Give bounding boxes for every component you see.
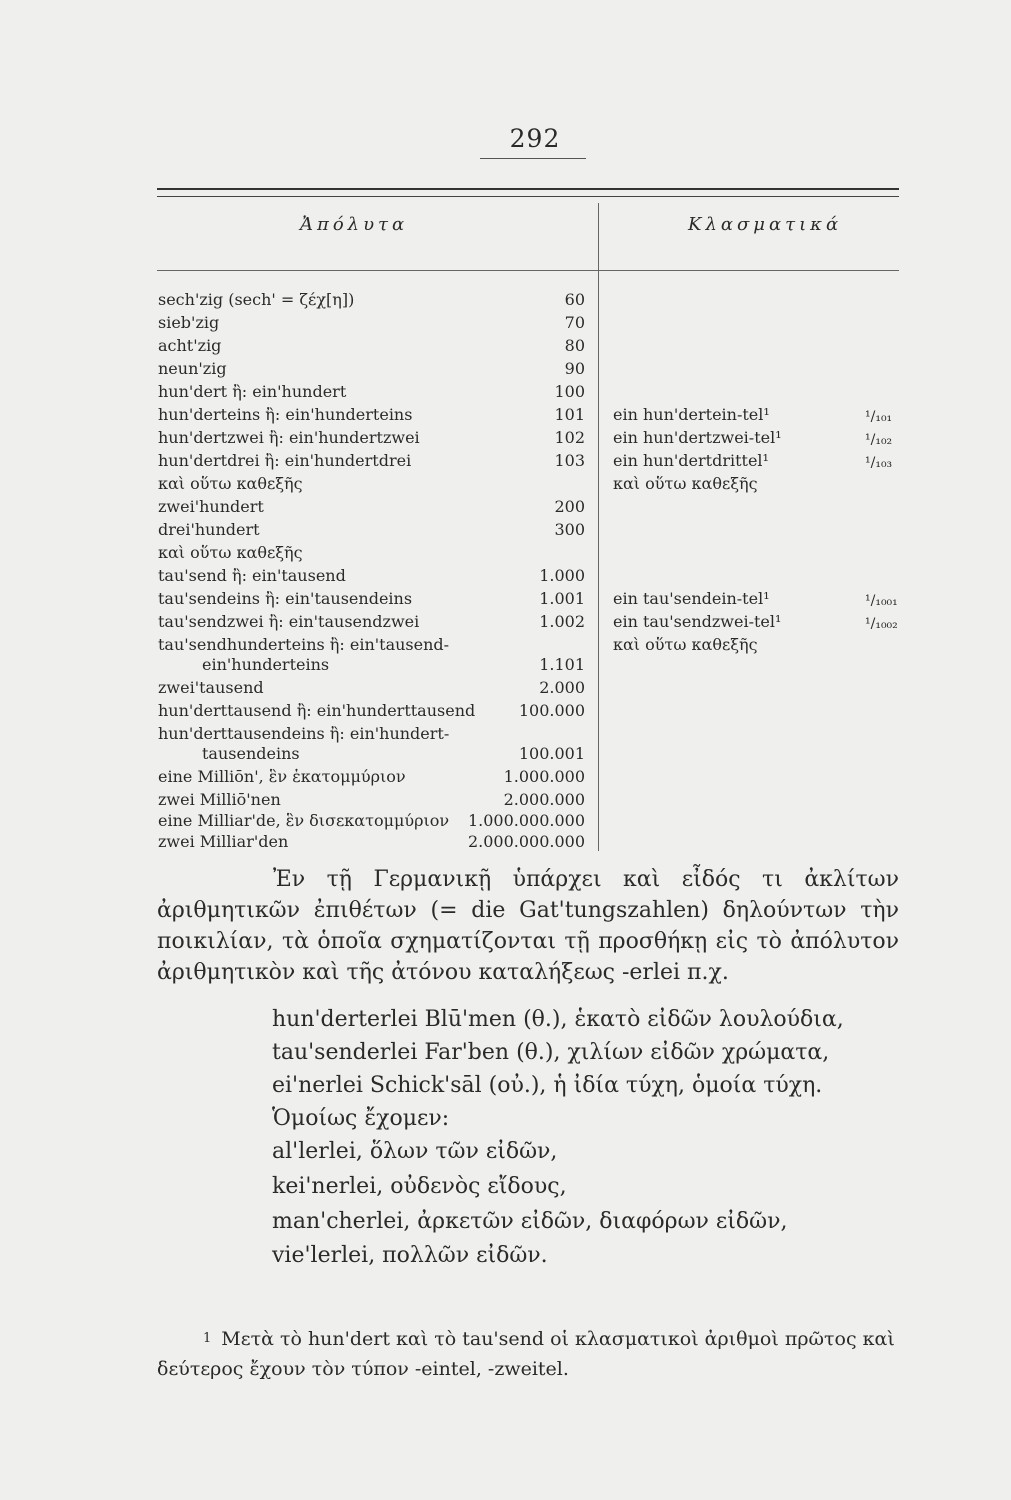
- list-item: al'lerlei, ὅλων τῶν εἰδῶν,: [272, 1139, 558, 1164]
- row-label: ein hun'dertein-tel¹: [613, 405, 770, 424]
- row-label: tau'sendzwei ἢ: ein'tausendzwei: [158, 612, 420, 631]
- row-label: tau'send ἢ: ein'tausend: [158, 566, 346, 585]
- row-label: sech'zig (sech' = ζέχ[η]): [158, 290, 355, 309]
- list-item: Ὁμοίως ἔχομεν:: [272, 1106, 450, 1131]
- fraction-value: ¹/₁₀₂: [865, 432, 893, 448]
- row-value: 2.000.000: [503, 790, 585, 809]
- left-column-header: Ἀπόλυτα: [300, 214, 409, 235]
- row-label: zwei Milliō'nen: [158, 790, 281, 809]
- table-top-rule-thin: [157, 196, 899, 197]
- row-value: 103: [554, 451, 585, 470]
- row-label: neun'zig: [158, 359, 227, 378]
- fraction-value: ¹/₁₀₁: [865, 409, 893, 425]
- footnote-text: Μετὰ τὸ hun'dert καὶ τὸ tau'send οἱ κλασματικοὶ ἀριθμοὶ πρῶτος καὶ δεύτερος ἔχουν τὸν τύπον -eintel, -zweitel.: [157, 1328, 895, 1380]
- row-value: 80: [564, 336, 585, 355]
- fraction-value: ¹/₁₀₀₂: [865, 616, 898, 632]
- row-label: sieb'zig: [158, 313, 220, 332]
- row-value: 1.001: [539, 589, 585, 608]
- row-label: καὶ οὕτω καθεξῆς: [613, 474, 758, 493]
- row-value: 101: [554, 405, 585, 424]
- row-value: 70: [564, 313, 585, 332]
- fraction-value: ¹/₁₀₃: [865, 455, 893, 471]
- row-label: tau'sendhunderteins ἢ: ein'tausend-: [158, 635, 450, 654]
- row-value: 102: [554, 428, 585, 447]
- row-value: 1.000.000: [503, 767, 585, 786]
- list-item: kei'nerlei, οὐδενὸς εἴδους,: [272, 1174, 567, 1199]
- row-label: ein'hunderteins: [202, 655, 330, 674]
- list-item: ei'nerlei Schick'sāl (οὐ.), ἡ ἰδία τύχη, ὁμοία τύχη.: [272, 1073, 823, 1098]
- row-label: zwei'hundert: [158, 497, 264, 516]
- row-label: eine Milliar'de, ἓν δισεκατομμύριον: [158, 811, 450, 830]
- row-label: ein tau'sendein-tel¹: [613, 589, 770, 608]
- row-value: 1.000: [539, 566, 585, 585]
- list-item: vie'lerlei, πολλῶν εἰδῶν.: [272, 1243, 548, 1268]
- row-value: 1.101: [539, 655, 585, 674]
- row-value: 90: [564, 359, 585, 378]
- row-value: 2.000.000.000: [467, 832, 585, 851]
- row-label: drei'hundert: [158, 520, 260, 539]
- footnote-mark: 1: [203, 1331, 212, 1346]
- row-value: 2.000: [539, 678, 585, 697]
- row-label: καὶ οὕτω καθεξῆς: [158, 543, 303, 562]
- right-column-header: Κλασματικά: [688, 214, 843, 235]
- list-item: tau'senderlei Far'ben (θ.), χιλίων εἰδῶν χρώματα,: [272, 1040, 830, 1065]
- row-label: ein tau'sendzwei-tel¹: [613, 612, 782, 631]
- column-divider: [598, 203, 599, 851]
- row-label: ein hun'dertdrittel¹: [613, 451, 769, 470]
- row-value: 200: [554, 497, 585, 516]
- row-label: zwei Milliar'den: [158, 832, 289, 851]
- row-label: hun'dert ἢ: ein'hundert: [158, 382, 347, 401]
- table-top-rule-thick: [157, 188, 899, 190]
- row-label: hun'dertzwei ἢ: ein'hundertzwei: [158, 428, 420, 447]
- row-value: 1.000.000.000: [467, 811, 585, 830]
- row-label: hun'derttausend ἢ: ein'hunderttausend: [158, 701, 476, 720]
- row-label: zwei'tausend: [158, 678, 264, 697]
- header-rule: [157, 270, 899, 271]
- row-label: καὶ οὕτω καθεξῆς: [613, 635, 758, 654]
- body-paragraph: Ἐν τῇ Γερμανικῇ ὑπάρχει καὶ εἶδός τι ἀκλίτων ἀριθμητικῶν ἐπιθέτων (= die Gat'tungszahlen) δηλούντων τὴν ποικιλίαν, τὰ ὁποῖα σχηματίζονται τῇ προσθήκῃ εἰς τὸ ἀπόλυτον ἀριθμητικὸν καὶ τῆς ἀτόνου καταλήξεως -erlei π.χ.: [157, 867, 899, 985]
- row-label: tau'sendeins ἢ: ein'tausendeins: [158, 589, 413, 608]
- page-number-rule: [480, 158, 586, 159]
- footnote: [157, 1324, 899, 1384]
- row-value: 1.002: [539, 612, 585, 631]
- row-value: 100.000: [518, 701, 585, 720]
- row-label: eine Milliōn', ἓν ἑκατομμύριον: [158, 767, 406, 786]
- list-item: hun'derterlei Blū'men (θ.), ἑκατὸ εἰδῶν λουλούδια,: [272, 1007, 844, 1032]
- row-value: 300: [554, 520, 585, 539]
- row-label: hun'derteins ἢ: ein'hunderteins: [158, 405, 413, 424]
- row-label: tausendeins: [202, 744, 300, 763]
- row-label: acht'zig: [158, 336, 222, 355]
- fraction-value: ¹/₁₀₀₁: [865, 593, 898, 609]
- row-label: ein hun'dertzwei-tel¹: [613, 428, 782, 447]
- row-label: καὶ οὕτω καθεξῆς: [158, 474, 303, 493]
- list-item: man'cherlei, ἀρκετῶν εἰδῶν, διαφόρων εἰδῶν,: [272, 1209, 788, 1234]
- row-label: hun'dertdrei ἢ: ein'hundertdrei: [158, 451, 412, 470]
- row-label: hun'derttausendeins ἢ: ein'hundert-: [158, 724, 450, 743]
- row-value: 100: [554, 382, 585, 401]
- row-value: 100.001: [518, 744, 585, 763]
- page-number: 292: [509, 124, 561, 153]
- row-value: 60: [564, 290, 585, 309]
